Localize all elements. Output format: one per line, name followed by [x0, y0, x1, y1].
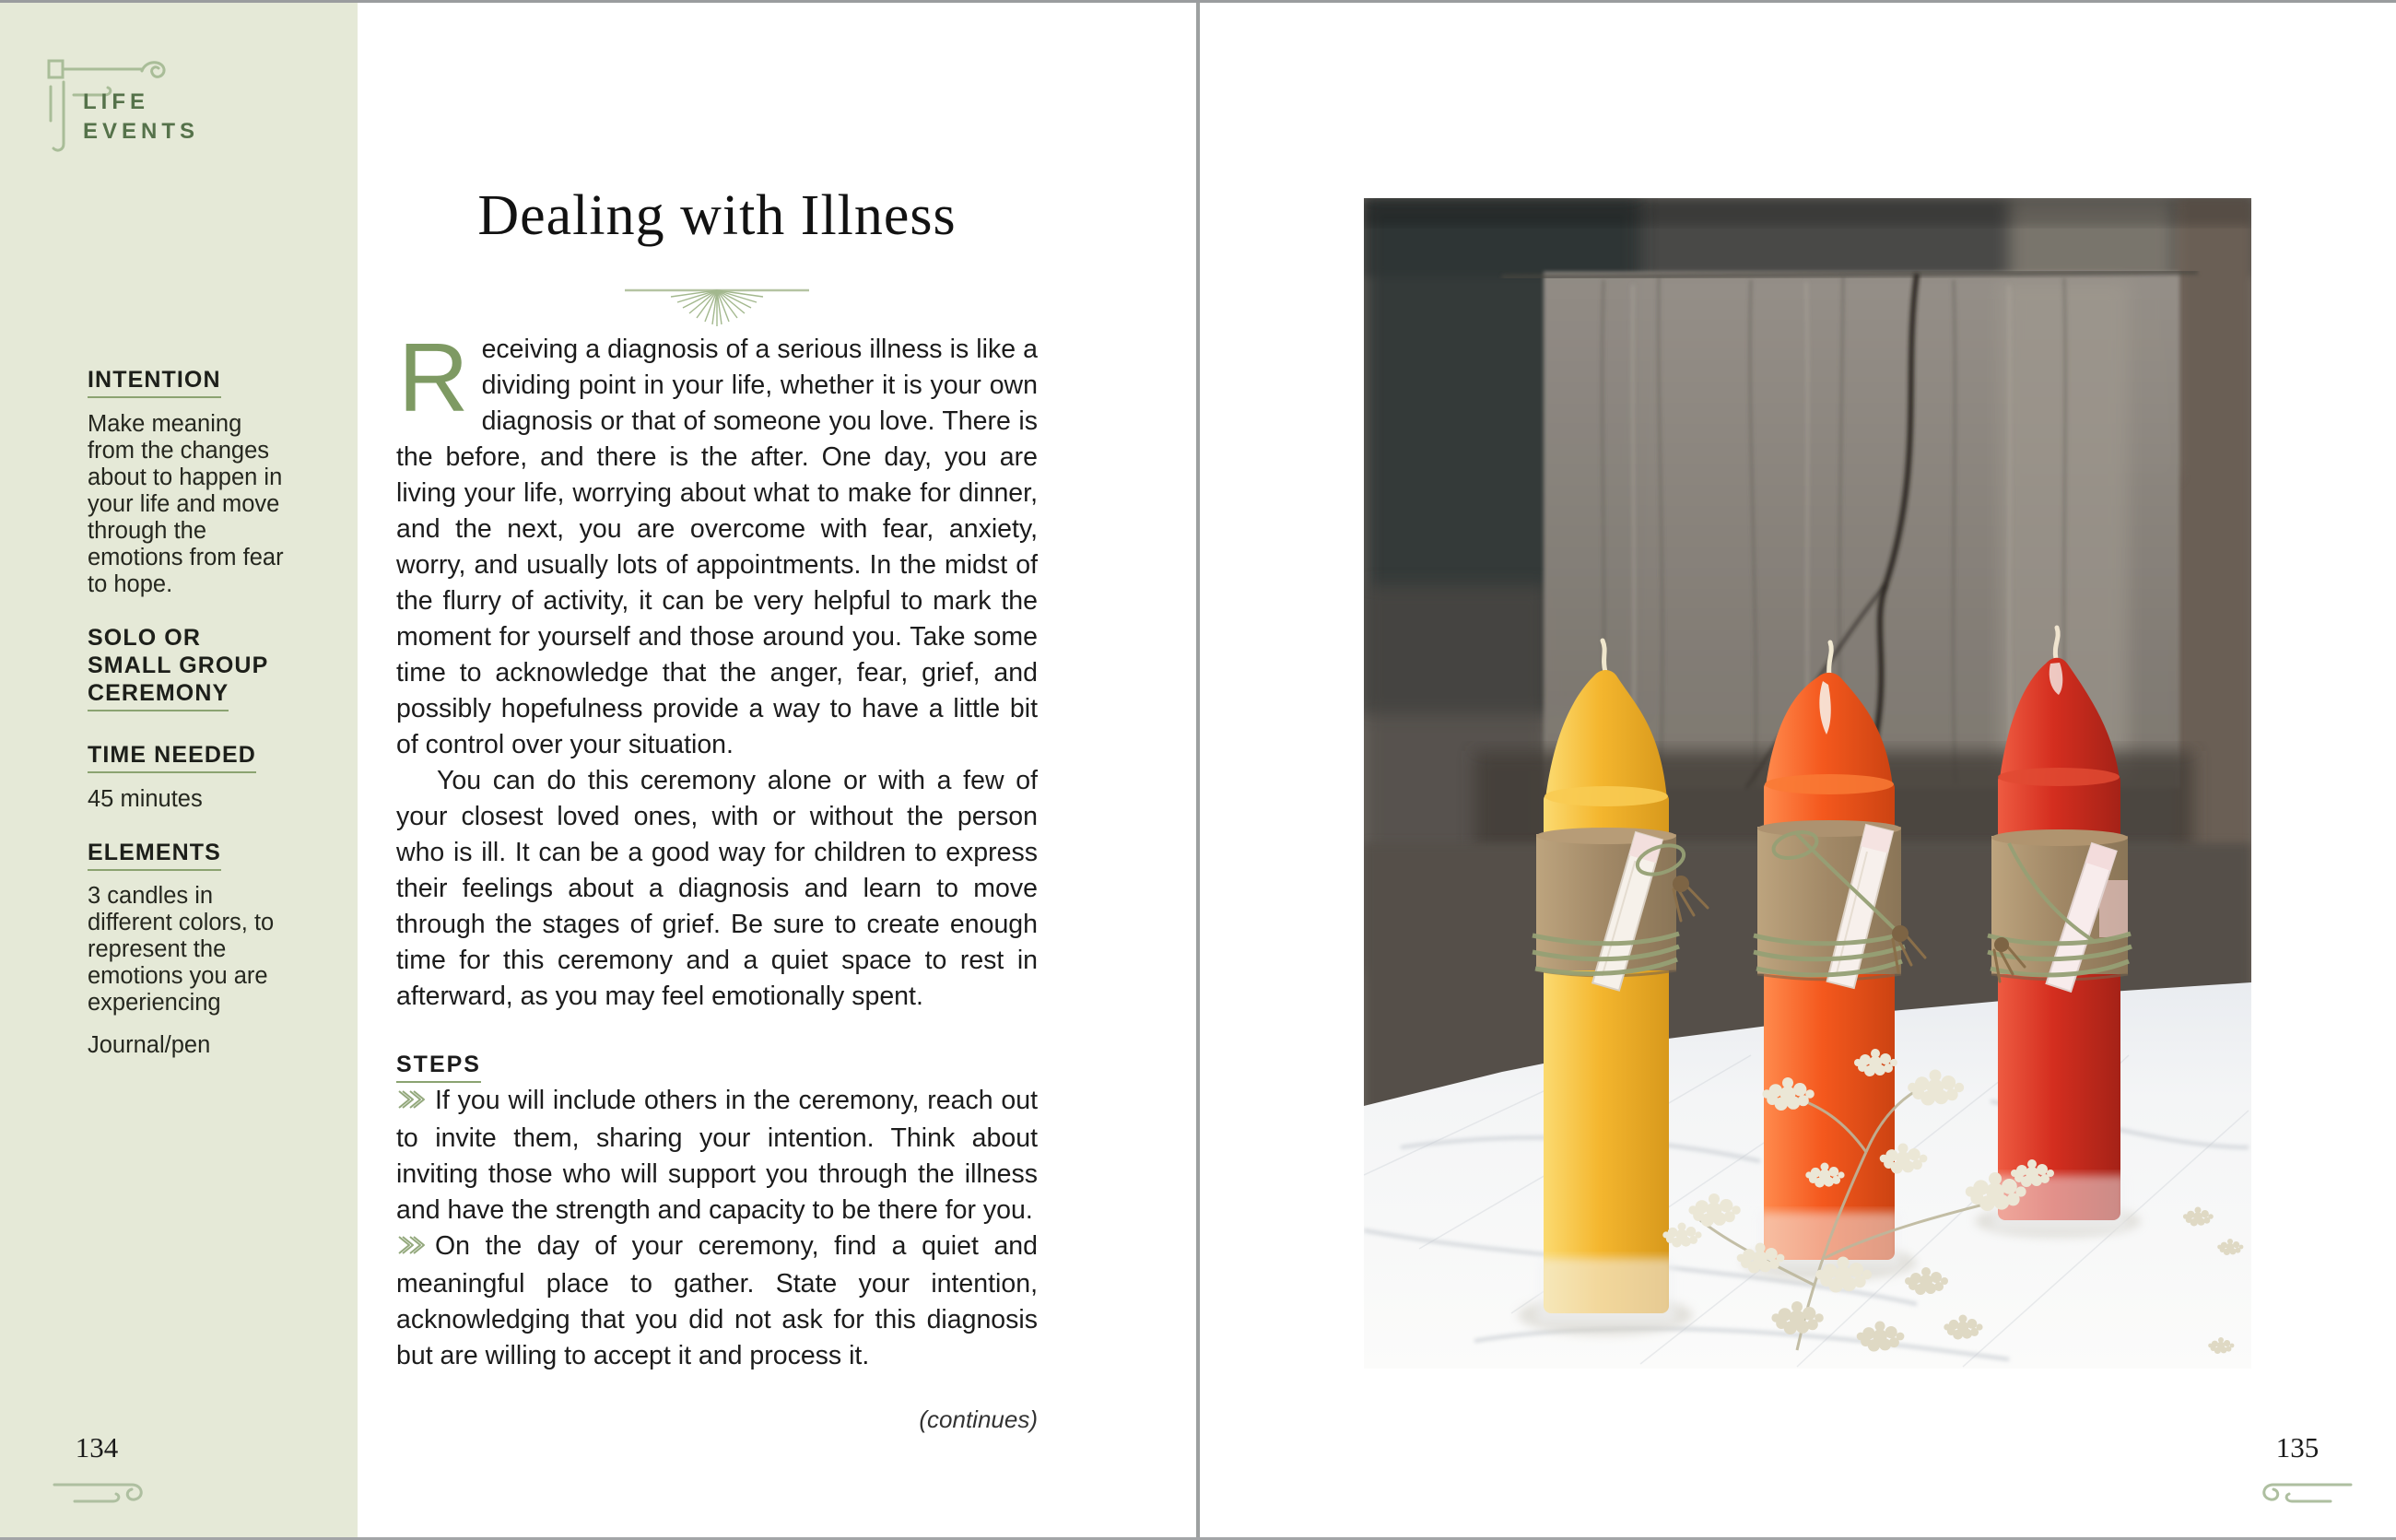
sunburst-ornament-icon: [620, 288, 814, 332]
elements-heading: ELEMENTS: [88, 839, 287, 871]
double-chevron-icon: [396, 1230, 426, 1266]
step-text: If you will include others in the ceremony, reach out to invite them, sharing your intention. Think about inviting those who will support you through the illness and have the strength and capacity to be there for you.: [396, 1085, 1038, 1225]
paragraph: [396, 323, 1038, 763]
ceremony-heading-line1: SOLO OR: [88, 625, 201, 651]
title-ornament: [396, 288, 1038, 332]
continues-note: (continues): [919, 1405, 1038, 1433]
drop-cap: R: [398, 323, 469, 432]
step-text: On the day of your ceremony, find a quiet and meaningful place to gather. State your intention, acknowledging that you did not ask for this diagnosis but are willing to accept it and process it.: [396, 1230, 1038, 1370]
candles-photo: [1364, 198, 2251, 1369]
elements-item: 3 candles in different colors, to represent the emotions you are experiencing: [88, 883, 275, 1016]
page-gutter: [1196, 3, 1200, 1537]
double-chevron-icon: [396, 1085, 426, 1121]
paragraph-text: eceiving a diagnosis of a serious illness is like a dividing point in your life, whether it is your own diagnosis or that of someone you love. There is the before, and there is the after. One day, you are living your life, worrying about what to make for dinner, and the next, you are overcome with fear, anxiety, worry, and usually lots of appointments. In the midst of the flurry of activity, it can be very helpful to mark the moment for yourself and those around you. Take some time to acknowledge that the anger, fear, grief, and possibly hopefulness provide a way to have a little bit of control over your situation.: [396, 334, 1038, 759]
article-body: [396, 323, 1038, 1434]
steps-heading: STEPS: [396, 1052, 1038, 1083]
time-needed-section: [88, 741, 287, 813]
elements-section: [88, 839, 287, 1059]
ceremony-heading-line2: SMALL GROUP: [88, 652, 269, 678]
page-number-left: 134: [75, 1431, 119, 1464]
intention-heading: INTENTION: [88, 366, 287, 398]
step-item: [396, 1228, 1038, 1374]
time-needed-value: 45 minutes: [88, 786, 203, 812]
sidebar-sections: [88, 366, 287, 1085]
page-number-right: 135: [2275, 1431, 2320, 1464]
intention-section: [88, 366, 287, 598]
elements-item: Journal/pen: [88, 1032, 211, 1058]
ceremony-type-section: [88, 624, 287, 711]
step-item: [396, 1083, 1038, 1228]
ceremony-heading-line3: CEREMONY: [88, 679, 287, 711]
sidebar: [0, 3, 358, 1537]
article: [396, 3, 1038, 1434]
footer-flourish-right-icon: [2244, 1474, 2355, 1515]
footer-flourish-left-icon: [51, 1474, 161, 1515]
time-needed-heading: TIME NEEDED: [88, 741, 287, 773]
paragraph: You can do this ceremony alone or with a few of your closest loved ones, with or without the person who is ill. It can be a good way for children to express their feelings about a diagnosis and learn to move through the stages of grief. Be sure to create enough time for this ceremony and a quiet space to rest in afterward, as you may feel emotionally spent.: [396, 765, 1038, 1011]
chapter-label: LIFE EVENTS: [83, 89, 200, 144]
candles-photo-illustration: [1364, 198, 2251, 1369]
intention-body: Make meaning from the changes about to happen in your life and move through the emotions from fear to hope.: [88, 411, 284, 597]
page-title: Dealing with Illness: [477, 184, 957, 247]
